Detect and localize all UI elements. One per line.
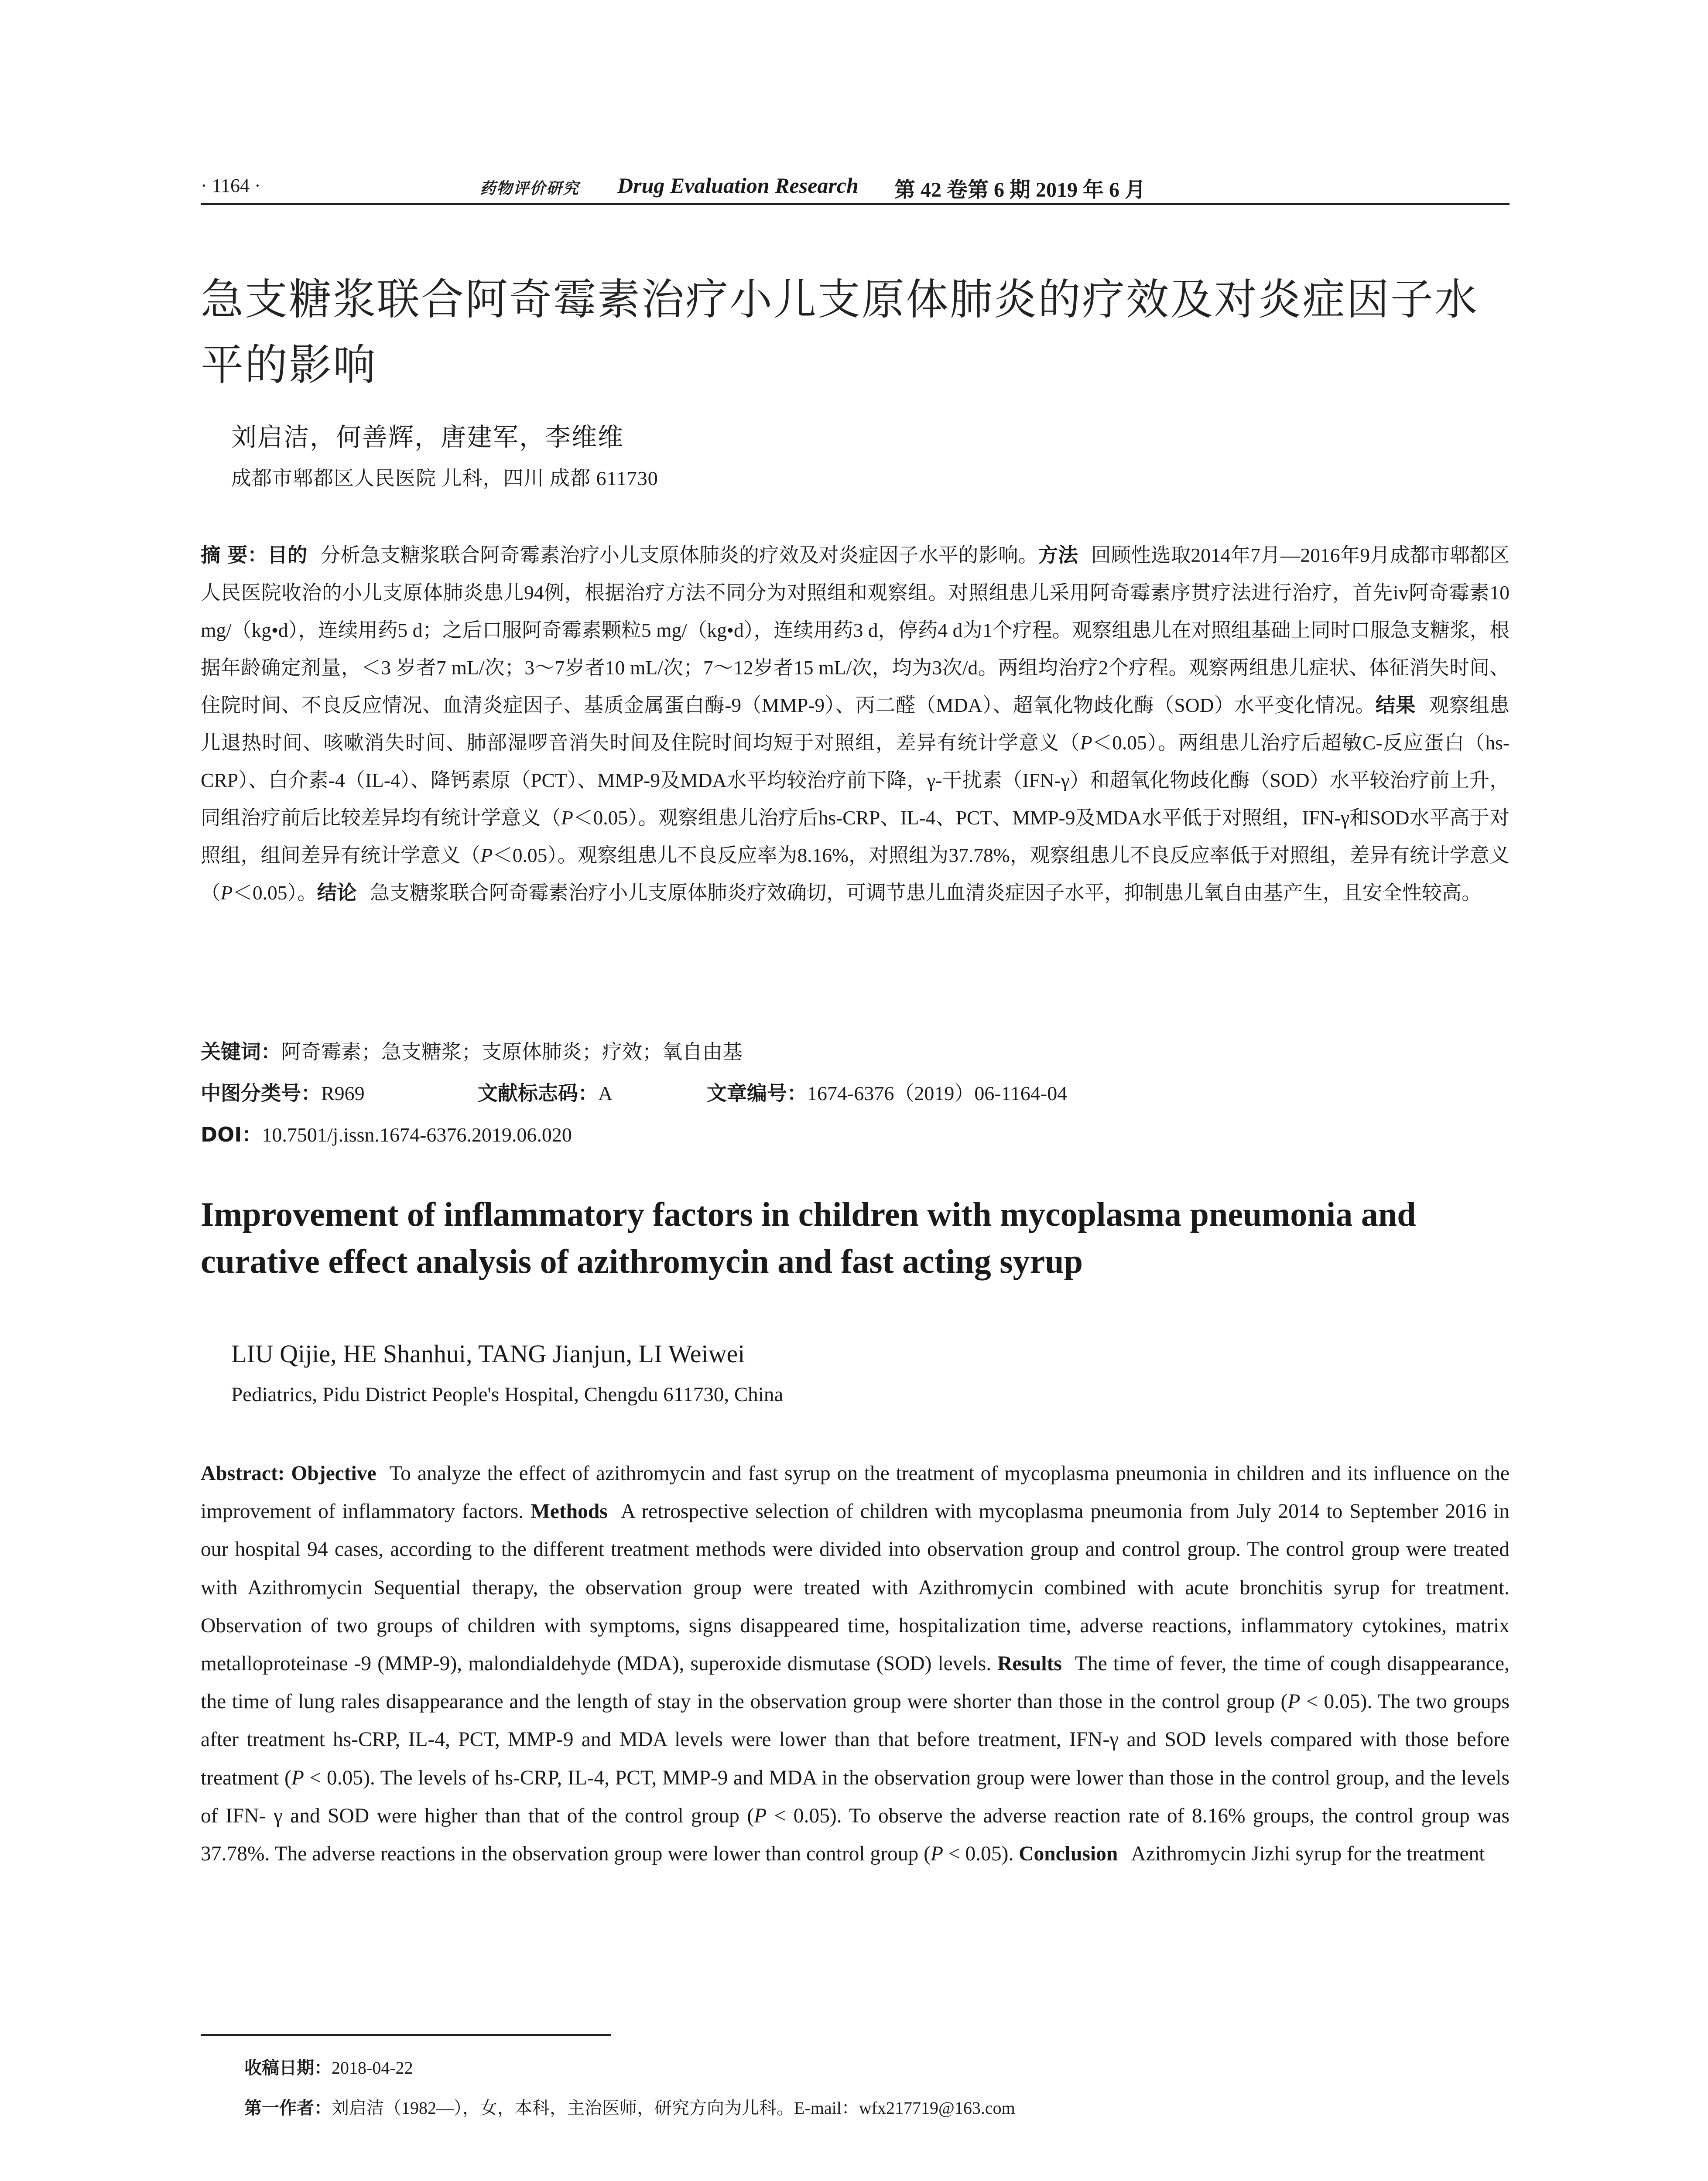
classification-row	[201, 1077, 1509, 1108]
results-label: Results	[997, 1652, 1062, 1675]
objective-text: To analyze the effect of azithromycin and fast syrup on the treatment of mycoplasma pneumonia in children and its influence on the improvement of inflammatory factors.	[201, 1462, 1510, 1523]
results-text: < 0.05). The two groups after treatment hs-CRP, IL-4, PCT, MMP-9 and MDA levels were lower than that before treatment, IFN-γ and SOD levels compared with those before treatment (	[201, 1690, 1509, 1789]
first-author-note	[244, 2088, 1015, 2128]
first-author-label: 第一作者：	[244, 2098, 332, 2118]
clc-value: R969	[321, 1082, 365, 1104]
results-text: < 0.05). To observe the adverse reaction rate of 8.16% groups, the control group was 37.78%. The adverse reactions in the observation group were lower than control group (	[201, 1804, 1509, 1866]
keywords-label: 关键词：	[201, 1040, 281, 1063]
results-text: < 0.05). The levels of hs-CRP, IL-4, PCT, MMP-9 and MDA in the observation group were lower than those in the control group, and the levels of IFN- γ and SOD were higher than that of the control group (	[201, 1766, 1509, 1827]
keywords	[201, 1036, 743, 1065]
header-divider	[201, 203, 1509, 205]
english-affiliation: Pediatrics, Pidu District People's Hospital, Chengdu 611730, China	[231, 1383, 784, 1406]
footnote-divider	[201, 2034, 611, 2036]
conclusion-text: 急支糖浆联合阿奇霉素治疗小儿支原体肺炎疗效确切，可调节患儿血清炎症因子水平，抑制患儿氧自由基产生，且安全性较高。	[370, 882, 1482, 904]
methods-label: 方法	[1038, 544, 1078, 567]
doc-code-label: 文献标志码：	[478, 1081, 598, 1105]
received-value: 2018-04-22	[332, 2058, 413, 2078]
received-label: 收稿日期：	[244, 2058, 332, 2078]
p-symbol: P	[1080, 732, 1092, 754]
conclusion-label: Conclusion	[1019, 1843, 1118, 1866]
doc-code-value: A	[598, 1082, 613, 1104]
results-text: ＜0.05）。	[233, 882, 317, 904]
p-symbol: P	[561, 807, 573, 829]
methods-text: 回顾性选取2014年7月—2016年9月成都市郫都区人民医院收治的小儿支原体肺炎患儿94例，根据治疗方法不同分为对照组和观察组。对照组患儿采用阿奇霉素序贯疗法进行治疗，首先iv阿奇霉素10 mg/（kg•d），连续用药5 d；之后口服阿奇霉素颗粒5 mg/（kg•d），连续用药3 d，停药4 d为1个疗程。观察组患儿在对照组基础上同时口服急支糖浆，根据年龄确定剂量，＜3 岁者7 mL/次；3～7岁者10 mL/次；7～12岁者15 mL/次，均为3次/d。两组均治疗2个疗程。观察两组患儿症状、体征消失时间、住院时间、不良反应情况、血清炎症因子、基质金属蛋白酶-9（MMP-9）、丙二醛（MDA）、超氧化物歧化酶（SOD）水平变化情况。	[201, 544, 1509, 716]
article-id-value: 1674-6376（2019）06-1164-04	[807, 1082, 1068, 1104]
results-text: ＜0.05）。观察组患儿不良反应率为8.16%，对照组为37.78%，观察组患儿不良反应率低于对照组，差异有统计学意义（	[201, 844, 1509, 904]
abstract-label: 摘 要：	[201, 544, 268, 567]
p-symbol: P	[220, 882, 233, 904]
journal-name: Drug Evaluation Research	[617, 173, 859, 198]
doi	[201, 1119, 572, 1148]
methods-text: A retrospective selection of children with mycoplasma pneumonia from July 2014 to September 2016 in our hospital 94 cases, according to the different treatment methods were divided into observation group and control group. The control group were treated with Azithromycin Sequential therapy, the observation group were treated with Azithromycin combined with acute bronchitis syrup for treatment. Observation of two groups of children with symptoms, signs disappeared time, hospitalization time, adverse reactions, inflammatory cytokines, matrix metalloproteinase -9 (MMP-9), malondialdehyde (MDA), superoxide dismutase (SOD) levels.	[201, 1500, 1510, 1675]
objective-label: 目的	[267, 544, 308, 567]
english-title: Improvement of inflammatory factors in children with mycoplasma pneumonia and curative effect analysis of azithromycin and fast acting syrup	[201, 1195, 1416, 1280]
chinese-abstract	[201, 537, 1509, 912]
keywords-text: 阿奇霉素；急支糖浆；支原体肺炎；疗效；氧自由基	[281, 1041, 743, 1063]
chinese-authors: 刘启洁，何善辉，唐建军，李维维	[231, 423, 624, 451]
article-id-label: 文章编号：	[707, 1081, 807, 1105]
footnote	[244, 2048, 1015, 2128]
journal-logo: 药物评价研究	[480, 180, 580, 197]
first-author-value: 刘启洁（1982—），女，本科，主治医师，研究方向为儿科。E-mail：wfx217719@163.com	[332, 2098, 1015, 2118]
doi-value: 10.7501/j.issn.1674-6376.2019.06.020	[262, 1124, 572, 1146]
doi-label: DOI：	[201, 1123, 262, 1146]
results-text: The time of fever, the time of cough disappearance, the time of lung rales disappearance and the length of stay in the observation group were shorter than those in the control group (	[201, 1652, 1510, 1713]
conclusion-label: 结论	[317, 881, 357, 904]
english-abstract	[201, 1455, 1509, 1873]
clc-label: 中图分类号：	[201, 1081, 321, 1105]
chinese-title: 急支糖浆联合阿奇霉素治疗小儿支原体肺炎的疗效及对炎症因子水平的影响	[201, 275, 1479, 390]
objective-text: 分析急支糖浆联合阿奇霉素治疗小儿支原体肺炎的疗效及对炎症因子水平的影响。	[320, 544, 1038, 566]
results-text: < 0.05).	[943, 1843, 1014, 1866]
conclusion-text: Azithromycin Jizhi syrup for the treatment	[1131, 1843, 1485, 1866]
p-symbol: P	[480, 844, 493, 866]
methods-label: Methods	[530, 1500, 608, 1523]
results-text: ＜0.05）。两组患儿治疗后超敏C-反应蛋白（hs-CRP）、白介素-4（IL-4）、降钙素原（PCT）、MMP-9及MDA水平均较治疗前下降，γ-干扰素（IFN-γ）和超氧化物歧化酶（SOD）水平较治疗前上升，同组治疗前后比较差异均有统计学意义（	[201, 732, 1509, 829]
page-number: · 1164 ·	[201, 175, 261, 196]
objective-label: Objective	[291, 1462, 377, 1485]
received-date	[244, 2048, 1015, 2088]
abstract-label: Abstract:	[201, 1462, 285, 1485]
p-symbol: P	[1287, 1690, 1301, 1713]
english-authors: LIU Qijie, HE Shanhui, TANG Jianjun, LI Weiwei	[231, 1340, 745, 1368]
running-header	[201, 171, 1509, 202]
results-label: 结果	[1375, 694, 1416, 717]
results-text: ＜0.05）。观察组患儿治疗后hs-CRP、IL-4、PCT、MMP-9及MDA水平低于对照组，IFN-γ和SOD水平高于对照组，组间差异有统计学意义（	[201, 807, 1509, 866]
p-symbol: P	[754, 1804, 767, 1827]
p-symbol: P	[291, 1766, 304, 1789]
results-text: 观察组患儿退热时间、咳嗽消失时间、肺部湿啰音消失时间及住院时间均短于对照组，差异有统计学意义（	[201, 694, 1509, 754]
p-symbol: P	[930, 1843, 943, 1866]
journal-issue: 第 42 卷第 6 期 2019 年 6 月	[894, 178, 1146, 202]
chinese-affiliation: 成都市郫都区人民医院 儿科，四川 成都 611730	[231, 467, 658, 489]
